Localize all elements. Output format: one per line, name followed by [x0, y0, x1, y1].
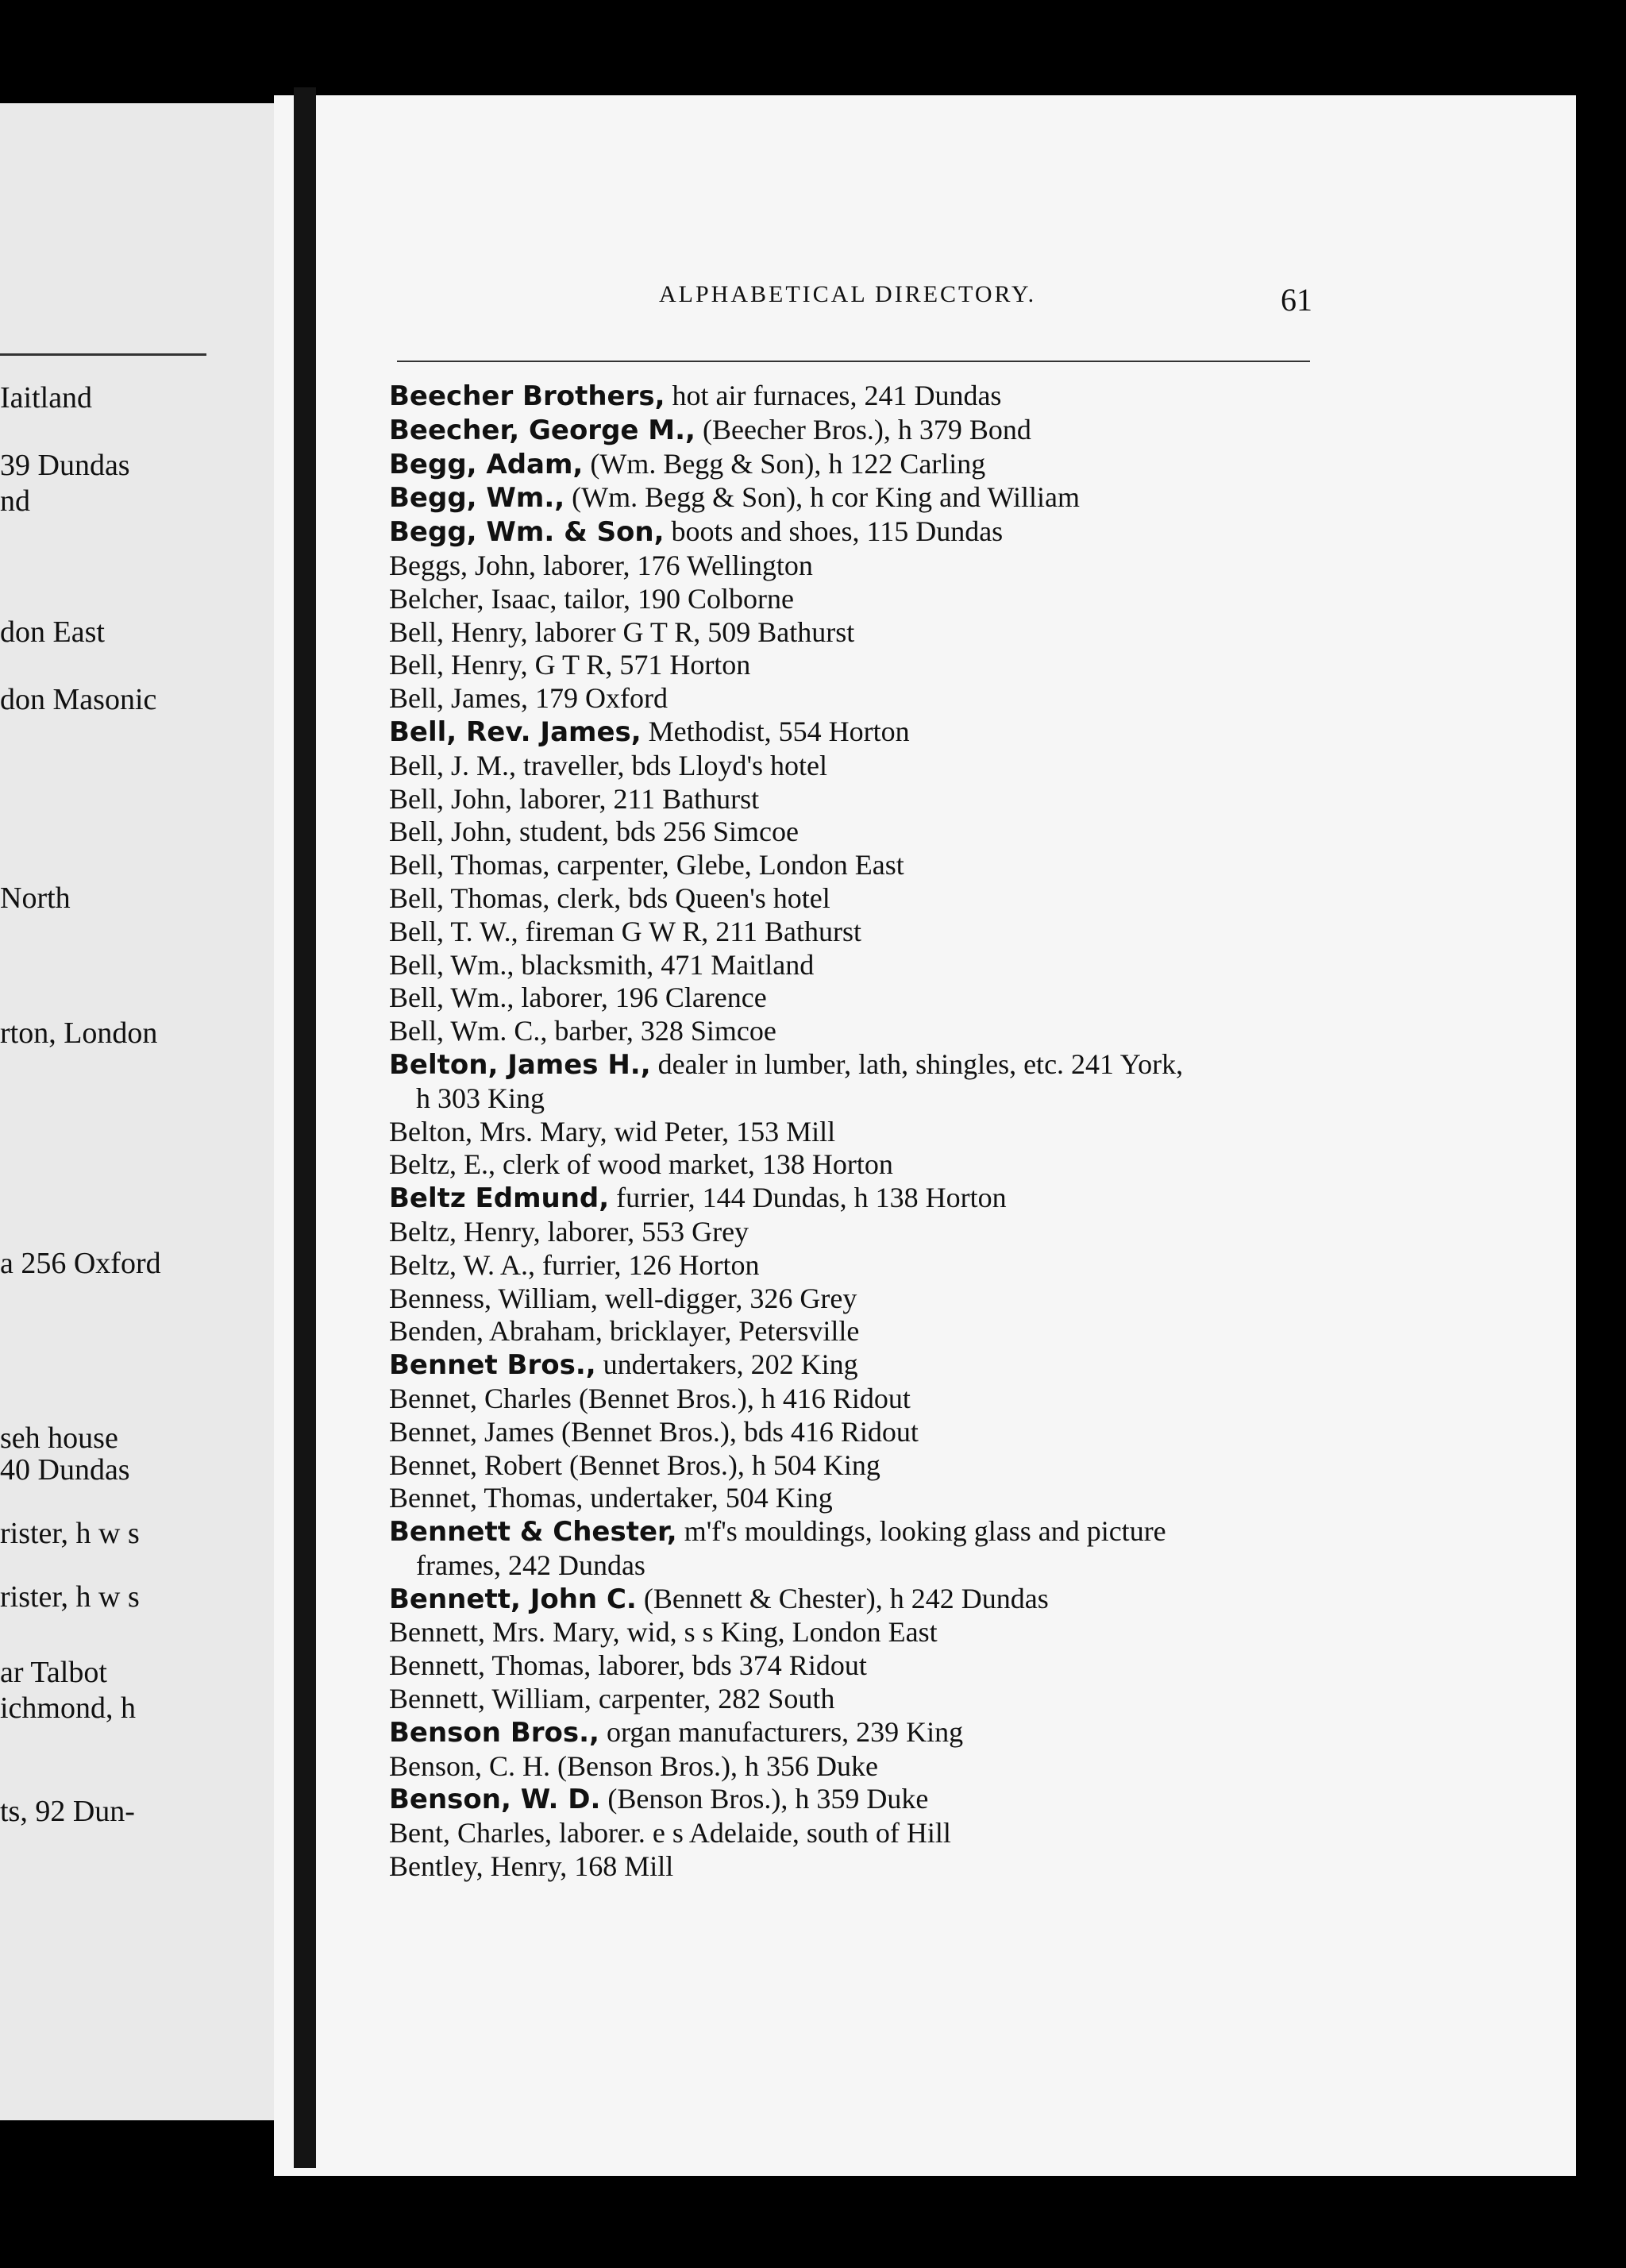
entry-text: Bell, T. W., fireman G W R, 211 Bathurst — [389, 915, 861, 947]
entry-text: (Bennett & Chester), h 242 Dundas — [636, 1582, 1049, 1614]
entry-text: h 303 King — [416, 1082, 545, 1114]
directory-entry — [389, 1148, 1342, 1182]
left-page-text-fragment: seh house — [0, 1421, 118, 1455]
entry-text: Bell, J. M., traveller, bds Lloyd's hotel — [389, 749, 827, 781]
left-page-text-fragment: Iaitland — [0, 381, 93, 415]
directory-entry — [389, 1583, 1342, 1617]
entry-text: Bennet, Thomas, undertaker, 504 King — [389, 1482, 833, 1514]
directory-entry — [389, 1315, 1342, 1348]
left-page-text-fragment: nd — [0, 484, 30, 518]
entry-name-bold: Bennet Bros., — [389, 1349, 596, 1382]
entry-text: (Beecher Bros.), h 379 Bond — [695, 413, 1031, 446]
left-page-text-fragment: a 256 Oxford — [0, 1247, 161, 1280]
entry-text: Beltz, E., clerk of wood market, 138 Horton — [389, 1148, 893, 1181]
entry-text: frames, 242 Dundas — [416, 1549, 645, 1581]
directory-entry — [389, 1750, 1342, 1784]
left-page-rule — [0, 353, 206, 356]
entry-text: undertakers, 202 King — [595, 1348, 858, 1381]
entry-text: Bennett, Thomas, laborer, bds 374 Ridout — [389, 1649, 867, 1682]
directory-entry — [389, 1182, 1342, 1216]
directory-entry — [389, 882, 1342, 916]
header-rule — [397, 361, 1310, 362]
directory-entry — [389, 1683, 1342, 1716]
directory-entry — [389, 1116, 1342, 1149]
directory-entry — [389, 1515, 1342, 1549]
entry-text: Bell, Thomas, carpenter, Glebe, London East — [389, 849, 904, 881]
entry-text: Beltz, W. A., furrier, 126 Horton — [389, 1248, 760, 1281]
entry-name-bold: Belton, James H., — [389, 1048, 651, 1081]
entry-text: Bell, Thomas, clerk, bds Queen's hotel — [389, 881, 830, 914]
entry-text: Bennet, Charles (Bennet Bros.), h 416 Ridout — [389, 1382, 911, 1414]
directory-entries — [389, 380, 1342, 1884]
entry-name-bold: Beecher Brothers, — [389, 380, 665, 412]
entry-text: Bell, Henry, G T R, 571 Horton — [389, 649, 751, 681]
entry-text: Bennet, Robert (Bennet Bros.), h 504 King — [389, 1448, 880, 1481]
directory-entry — [389, 1850, 1342, 1884]
entry-text: Bennet, James (Bennet Bros.), bds 416 Ridout — [389, 1415, 919, 1448]
directory-entry — [389, 380, 1342, 414]
entry-text: dealer in lumber, lath, shingles, etc. 241 York, — [650, 1047, 1184, 1080]
entry-name-bold: Benson Bros., — [389, 1716, 599, 1749]
entry-text: Benness, William, well-digger, 326 Grey — [389, 1282, 857, 1314]
entry-text: hot air furnaces, 241 Dundas — [665, 380, 1002, 411]
directory-entry — [389, 816, 1342, 849]
entry-text: Bell, Wm., laborer, 196 Clarence — [389, 982, 767, 1014]
left-page-text-fragment: rister, h w s — [0, 1517, 140, 1550]
entry-text: Bell, Wm. C., barber, 328 Simcoe — [389, 1015, 776, 1047]
entry-text: organ manufacturers, 239 King — [599, 1715, 964, 1748]
directory-entry — [389, 1216, 1342, 1249]
left-page-text-fragment: rton, London — [0, 1016, 158, 1050]
entry-text: Bell, John, laborer, 211 Bathurst — [389, 782, 760, 815]
entry-text: Bentley, Henry, 168 Mill — [389, 1850, 674, 1883]
entry-text: (Wm. Begg & Son), h 122 Carling — [583, 447, 986, 480]
directory-entry — [389, 1082, 1342, 1116]
page-number: 61 — [1281, 282, 1312, 318]
entry-text: Methodist, 554 Horton — [641, 715, 910, 747]
entry-text: Benson, C. H. (Benson Bros.), h 356 Duke — [389, 1749, 878, 1782]
directory-entry — [389, 649, 1342, 682]
left-page-text-fragment: ts, 92 Dun- — [0, 1795, 135, 1828]
left-page-text-fragment: don Masonic — [0, 683, 157, 716]
directory-entry — [389, 583, 1342, 616]
directory-entry — [389, 1048, 1342, 1082]
entry-text: Bell, John, student, bds 256 Simcoe — [389, 816, 799, 848]
entry-text: Beggs, John, laborer, 176 Wellington — [389, 549, 813, 581]
entry-text: Bell, Henry, laborer G T R, 509 Bathurst — [389, 615, 855, 648]
directory-entry — [389, 1649, 1342, 1683]
directory-entry — [389, 716, 1342, 750]
entry-text: (Benson Bros.), h 359 Duke — [600, 1783, 929, 1815]
entry-text: Bent, Charles, laborer. e s Adelaide, south of Hill — [389, 1817, 951, 1850]
entry-name-bold: Bennett, John C. — [389, 1583, 637, 1615]
directory-entry — [389, 1716, 1342, 1750]
entry-text: boots and shoes, 115 Dundas — [664, 515, 1004, 548]
directory-entry — [389, 1616, 1342, 1649]
directory-entry — [389, 982, 1342, 1015]
directory-entry — [389, 750, 1342, 783]
directory-entry — [389, 448, 1342, 482]
entry-text: m'f's mouldings, looking glass and picture — [676, 1515, 1166, 1548]
entry-text: furrier, 144 Dundas, h 138 Horton — [609, 1182, 1007, 1214]
directory-entry — [389, 916, 1342, 949]
page-header-title: ALPHABETICAL DIRECTORY. — [659, 281, 1037, 307]
directory-entry — [389, 515, 1342, 550]
entry-name-bold: Beecher, George M., — [389, 414, 695, 446]
left-page-text-fragment: North — [0, 881, 71, 915]
directory-entry — [389, 1549, 1342, 1583]
directory-entry — [389, 1817, 1342, 1850]
entry-text: Bennett, William, carpenter, 282 South — [389, 1683, 835, 1715]
entry-text: Beltz, Henry, laborer, 553 Grey — [389, 1215, 749, 1248]
directory-entry — [389, 1249, 1342, 1282]
entry-name-bold: Beltz Edmund, — [389, 1182, 610, 1215]
entry-text: Bell, Wm., blacksmith, 471 Maitland — [389, 948, 815, 981]
left-page-text-fragment: ichmond, h — [0, 1691, 136, 1725]
entry-text: (Wm. Begg & Son), h cor King and William — [564, 481, 1080, 514]
entry-name-bold: Bennett & Chester, — [389, 1516, 677, 1549]
directory-entry — [389, 1282, 1342, 1316]
directory-entry — [389, 1449, 1342, 1483]
entry-text: Bennett, Mrs. Mary, wid, s s King, London East — [389, 1616, 938, 1649]
entry-name-bold: Begg, Wm., — [389, 482, 565, 515]
book-spine — [294, 87, 316, 2168]
directory-entry — [389, 1416, 1342, 1449]
left-page-text-fragment: ar Talbot — [0, 1656, 107, 1689]
directory-entry — [389, 1383, 1342, 1416]
directory-entry — [389, 1348, 1342, 1383]
left-page-fragment — [0, 103, 286, 2120]
directory-entry — [389, 616, 1342, 650]
entry-name-bold: Bell, Rev. James, — [389, 716, 642, 748]
directory-entry — [389, 550, 1342, 583]
entry-text: Belton, Mrs. Mary, wid Peter, 153 Mill — [389, 1115, 836, 1148]
entry-name-bold: Begg, Wm. & Son, — [389, 516, 665, 549]
entry-name-bold: Begg, Adam, — [389, 448, 584, 480]
directory-entry — [389, 682, 1342, 716]
left-page-text-fragment: don East — [0, 615, 105, 649]
directory-entry — [389, 949, 1342, 982]
left-page-text-fragment: 40 Dundas — [0, 1453, 130, 1487]
directory-entry — [389, 481, 1342, 515]
left-page-text-fragment: 39 Dundas — [0, 449, 130, 482]
directory-entry — [389, 1783, 1342, 1817]
directory-entry — [389, 1015, 1342, 1048]
entry-text: Belcher, Isaac, tailor, 190 Colborne — [389, 582, 794, 615]
directory-entry — [389, 414, 1342, 448]
directory-entry — [389, 1482, 1342, 1515]
entry-text: Benden, Abraham, bricklayer, Petersville — [389, 1315, 860, 1348]
entry-text: Bell, James, 179 Oxford — [389, 682, 668, 715]
directory-entry — [389, 783, 1342, 816]
left-page-text-fragment: rister, h w s — [0, 1580, 140, 1614]
entry-name-bold: Benson, W. D. — [389, 1784, 601, 1816]
directory-entry — [389, 849, 1342, 882]
